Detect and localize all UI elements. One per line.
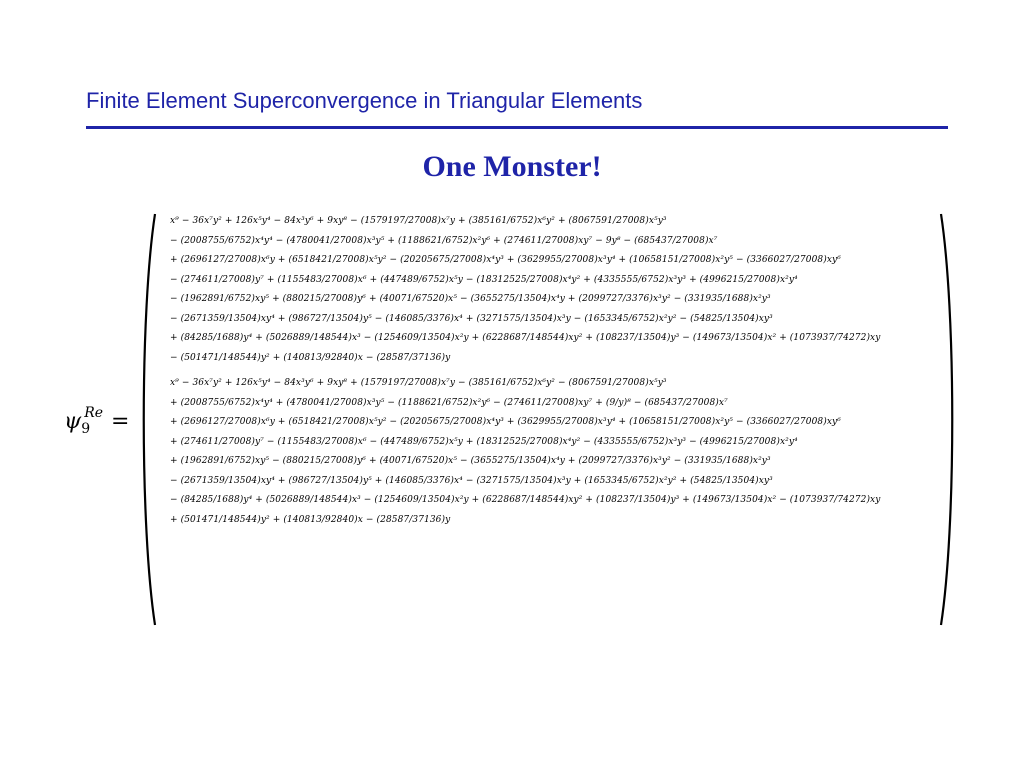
equation-line: − (274611/27008)y⁷ + (1155483/27008)x⁶ + (447489/6752)x⁵y − (18312525/27008)x⁴y² + (4335555/6752)x³y³ + (4996215/27008)x²y⁴	[170, 274, 798, 285]
equation-line: + (501471/148544)y² + (140813/92840)x − (28587/37136)y	[170, 514, 451, 525]
equation-vector	[170, 212, 940, 530]
equation-line: + (2008755/6752)x⁴y⁴ + (4780041/27008)x³y⁵ − (1188621/6752)x²y⁶ − (274611/27008)xy⁷ + (9/y)⁸ − (685437/27008)x⁷	[170, 397, 728, 408]
equation-line: − (2671359/13504)xy⁴ + (986727/13504)y⁵ + (146085/3376)x⁴ − (3271575/13504)x³y + (1653345/6752)x²y² + (54825/13504)xy³	[170, 475, 773, 486]
equation-line: x⁹ − 36x⁷y² + 126x⁵y⁴ − 84x³y⁶ + 9xy⁸ + (1579197/27008)x⁷y − (385161/6752)x⁶y² − (8067591/27008)x⁵y³	[170, 378, 667, 388]
lhs-symbol: ψ	[64, 409, 82, 434]
left-parenthesis	[138, 212, 158, 627]
equation-line: + (1962891/6752)xy⁵ − (880215/27008)y⁶ + (40071/67520)x⁵ − (3655275/13504)x⁴y + (2099727/3376)x³y² − (331935/1688)x²y³	[170, 456, 771, 466]
equation-line: − (84285/1688)y⁴ + (5026889/148544)x³ − (1254609/13504)x²y + (6228687/148544)xy² + (108237/13504)y³ + (149673/13504)x² − (1073937/74272)xy	[170, 495, 881, 505]
equation-line: + (2696127/27008)x⁶y + (6518421/27008)x⁵y² − (20205675/27008)x⁴y³ + (3629955/27008)x³y⁴ + (10658151/27008)x²y⁵ − (3366027/27008)xy⁶	[170, 255, 841, 265]
slide-title: Finite Element Superconvergence in Triangular Elements	[86, 88, 643, 113]
vector-entry-2	[170, 374, 940, 530]
equation-line: + (84285/1688)y⁴ + (5026889/148544)x³ − (1254609/13504)x²y + (6228687/148544)xy² + (108237/13504)y³ − (149673/13504)x² + (1073937/74272)xy	[170, 333, 881, 343]
equation-line: − (2008755/6752)x⁴y⁴ − (4780041/27008)x³y⁵ + (1188621/6752)x²y⁶ + (274611/27008)xy⁷ − 9y⁸ − (685437/27008)x⁷	[170, 235, 718, 246]
slide-subtitle: One Monster!	[422, 150, 602, 183]
title-underline	[86, 126, 948, 129]
lhs-equals: =	[111, 409, 130, 434]
lhs-superscript: Re	[84, 405, 104, 421]
right-parenthesis	[938, 212, 958, 627]
equation-lhs	[64, 405, 129, 437]
equation-line: − (2671359/13504)xy⁴ + (986727/13504)y⁵ − (146085/3376)x⁴ + (3271575/13504)x³y − (1653345/6752)x²y² − (54825/13504)xy³	[170, 313, 773, 324]
vector-entry-1	[170, 212, 940, 368]
equation-line: − (1962891/6752)xy⁵ + (880215/27008)y⁶ + (40071/67520)x⁵ − (3655275/13504)x⁴y + (2099727/3376)x³y² − (331935/1688)x²y³	[170, 294, 771, 304]
equation-line: + (2696127/27008)x⁶y + (6518421/27008)x⁵y² − (20205675/27008)x⁴y³ + (3629955/27008)x³y⁴ + (10658151/27008)x²y⁵ − (3366027/27008)xy⁶	[170, 417, 841, 427]
equation-line: x⁹ − 36x⁷y² + 126x⁵y⁴ − 84x³y⁶ + 9xy⁸ − (1579197/27008)x⁷y + (385161/6752)x⁶y² + (8067591/27008)x⁵y³	[170, 216, 667, 226]
equation-line: + (274611/27008)y⁷ − (1155483/27008)x⁶ − (447489/6752)x⁵y + (18312525/27008)x⁴y² − (4335555/6752)x³y³ − (4996215/27008)x²y⁴	[170, 436, 798, 447]
equation-line: − (501471/148544)y² + (140813/92840)x − (28587/37136)y	[170, 352, 451, 363]
lhs-subscript: 9	[81, 421, 91, 437]
